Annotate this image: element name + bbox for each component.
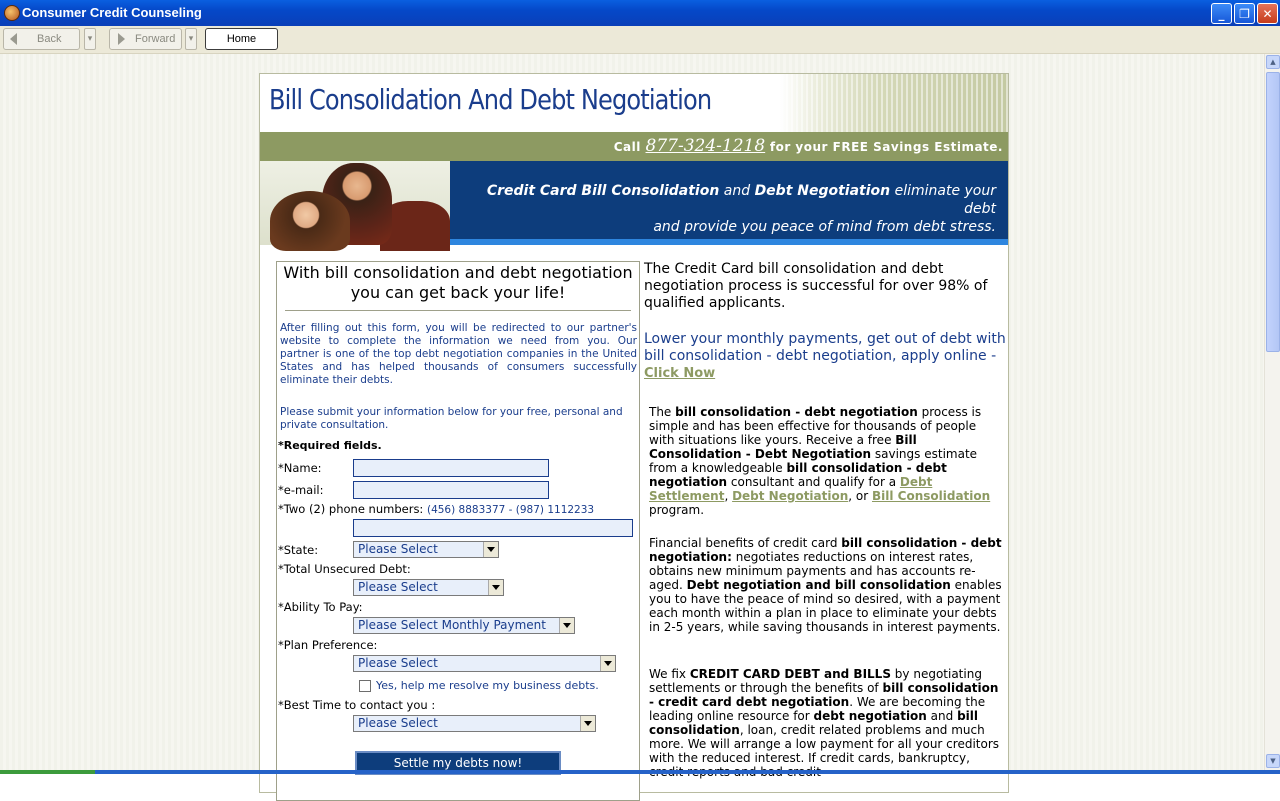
tagline <box>456 182 996 236</box>
apply-lead <box>644 331 1008 382</box>
p1-t3: savings estimate from a knowledgeable <box>649 447 978 475</box>
home-button[interactable]: Home <box>205 28 278 50</box>
tagline-text-3: and provide you peace of mind from debt stress. <box>653 219 996 235</box>
web-page <box>259 73 1009 793</box>
business-debts-label: Yes, help me resolve my business debts. <box>376 679 599 692</box>
p1-t7: program. <box>649 503 705 517</box>
back-dropdown-button[interactable]: ▾ <box>84 28 96 50</box>
name-label: *Name: <box>278 461 322 475</box>
chevron-down-icon <box>559 618 574 633</box>
browser-toolbar <box>0 26 1280 54</box>
site-banner <box>260 74 1008 132</box>
state-select[interactable] <box>353 541 499 558</box>
call-suffix: for your FREE Savings Estimate. <box>769 140 1003 154</box>
p3-t3: . We are becoming the leading online resource for <box>649 695 986 723</box>
state-select-value: Please Select <box>358 542 438 556</box>
p1-b3: bill consolidation - debt negotiation <box>649 461 947 489</box>
tagline-bold-1: Credit Card Bill Consolidation <box>486 183 720 199</box>
p1-b2: Bill Consolidation - Debt Negotiation <box>649 433 917 461</box>
p2-t2: negotiates reductions on interest rates, obtains new minimum payments and has accounts re-aged. <box>649 550 976 592</box>
p1-t1: The <box>649 405 676 419</box>
business-debts-checkbox[interactable] <box>359 680 371 692</box>
phones-label <box>278 502 594 516</box>
p2-b2: Debt negotiation and bill consolidation <box>686 578 951 592</box>
debt-label: *Total Unsecured Debt: <box>278 562 411 576</box>
name-input[interactable] <box>353 459 549 477</box>
p3-t4: and <box>926 709 958 723</box>
email-label: *e-mail: <box>278 483 324 497</box>
window-title: Consumer Credit Counseling <box>22 5 202 20</box>
chevron-down-icon <box>488 580 503 595</box>
plan-select[interactable] <box>353 655 616 672</box>
restore-button[interactable]: ❐ <box>1234 3 1255 24</box>
phones-example: (456) 8883377 - (987) 1112233 <box>426 504 595 516</box>
p3-t1: We fix <box>649 667 690 681</box>
debt-settlement-link[interactable]: Debt Settlement <box>649 475 933 503</box>
state-label: *State: <box>278 543 319 557</box>
apply-lead-text: Lower your monthly payments, get out of debt with bill consolidation - debt negotiation, apply online - <box>644 331 1006 364</box>
window-titlebar <box>0 0 1280 26</box>
browser-viewport <box>0 54 1264 770</box>
site-title: Bill Consolidation And Debt Negotiation <box>269 83 712 116</box>
chevron-down-icon <box>580 716 595 731</box>
couple-photo <box>260 161 450 245</box>
ability-select-value: Please Select Monthly Payment <box>358 618 546 632</box>
submit-button[interactable]: Settle my debts now! <box>355 751 561 775</box>
call-prefix: Call <box>613 140 641 154</box>
tagline-stripe <box>450 239 1008 245</box>
plan-select-value: Please Select <box>358 656 438 670</box>
tagline-text-1: and <box>719 183 755 199</box>
back-arrow-icon <box>10 33 17 45</box>
success-lead: The Credit Card bill consolidation and debt negotiation process is successful for over 98% of qualified applicants. <box>644 261 988 311</box>
tagline-bold-2: Debt Negotiation <box>754 183 891 199</box>
taskbar-start-edge <box>0 770 95 774</box>
p1-t4: consultant and qualify for a <box>727 475 900 489</box>
call-bar <box>260 132 1008 161</box>
paragraph-we-fix <box>649 667 1003 779</box>
call-text <box>614 136 1003 156</box>
banner-decoration <box>778 74 1008 132</box>
back-button[interactable] <box>3 28 80 50</box>
status-bar <box>0 770 1280 774</box>
click-now-link[interactable]: Click Now <box>644 366 716 381</box>
vertical-scrollbar[interactable] <box>1264 54 1280 770</box>
p2-t1: Financial benefits of credit card <box>649 536 842 550</box>
p1-t2: process is simple and has been effective for thousands of people with situations like yours. Receive a free <box>649 405 982 447</box>
phones-input[interactable] <box>353 519 633 537</box>
minimize-button[interactable]: _ <box>1211 3 1232 24</box>
photo-woman <box>270 191 350 251</box>
form-divider <box>285 310 631 311</box>
form-heading: With bill consolidation and debt negotiation you can get back your life! <box>283 263 633 302</box>
ability-select[interactable] <box>353 617 575 634</box>
phone-link[interactable]: 877-324-1218 <box>645 136 766 156</box>
p1-t5: , <box>724 489 733 503</box>
scroll-up-button[interactable]: ▲ <box>1266 55 1280 69</box>
p1-b1: bill consolidation - debt negotiation <box>675 405 918 419</box>
time-select-value: Please Select <box>358 716 438 730</box>
p3-t2: by negotiating settlements or through the benefits of <box>649 667 982 695</box>
back-label: Back <box>37 33 62 45</box>
forward-button[interactable] <box>109 28 182 50</box>
p3-t5: , loan, credit related problems and much more. We will arrange a low payment for all your creditors with the reduced interest. If credit cards, bankruptcy, <box>649 723 1000 765</box>
p1-t6: , or <box>848 489 872 503</box>
form-intro-2: Please submit your information below for your free, personal and private consultation. <box>280 406 623 431</box>
p3-b2: bill consolidation - credit card debt negotiation <box>649 681 999 709</box>
time-label: *Best Time to contact you : <box>278 698 436 712</box>
ability-label: *Ability To Pay: <box>278 600 363 614</box>
p3-b3: debt negotiation <box>813 709 927 723</box>
debt-negotiation-link[interactable]: Debt Negotiation <box>732 489 849 503</box>
chevron-down-icon <box>483 542 498 557</box>
p3-b4: bill consolidation <box>649 709 979 737</box>
bill-consolidation-link[interactable]: Bill Consolidation <box>872 489 991 503</box>
paragraph-process <box>649 405 1003 517</box>
chevron-down-icon <box>600 656 615 671</box>
p2-t3: enables you to have the peace of mind so desired, with a payment each month within a plan in place to eliminate your debts in 2-5 years, while saving thousands in interest payments. <box>649 578 1002 634</box>
debt-select-value: Please Select <box>358 580 438 594</box>
tagline-text-2: eliminate your debt <box>890 183 996 217</box>
app-icon <box>4 5 20 21</box>
email-input[interactable] <box>353 481 549 499</box>
required-note: *Required fields. <box>278 439 382 452</box>
plan-label: *Plan Preference: <box>278 638 378 652</box>
p3-b1: CREDIT CARD DEBT and BILLS <box>689 667 891 681</box>
paragraph-benefits <box>649 536 1003 634</box>
forward-arrow-icon <box>118 33 125 45</box>
close-button[interactable]: ✕ <box>1257 3 1278 24</box>
forward-dropdown-button[interactable]: ▾ <box>185 28 197 50</box>
hero-section <box>260 161 1008 245</box>
forward-label: Forward <box>135 33 176 45</box>
phones-label-text: *Two (2) phone numbers: <box>278 502 424 516</box>
scroll-down-button[interactable]: ▼ <box>1266 754 1280 768</box>
tagline-panel <box>450 161 1008 245</box>
consultation-form <box>276 261 640 801</box>
scroll-thumb[interactable] <box>1266 72 1280 352</box>
time-select[interactable] <box>353 715 596 732</box>
form-intro: After filling out this form, you will be redirected to our partner's website to complete the information we need from you. Our partner is one of the top debt negotiation companies in the United States and has helped thousands of consumers successfully eliminate their debts. <box>280 322 637 386</box>
p2-b1: bill consolidation - debt negotiation: <box>649 536 1002 564</box>
debt-select[interactable] <box>353 579 504 596</box>
